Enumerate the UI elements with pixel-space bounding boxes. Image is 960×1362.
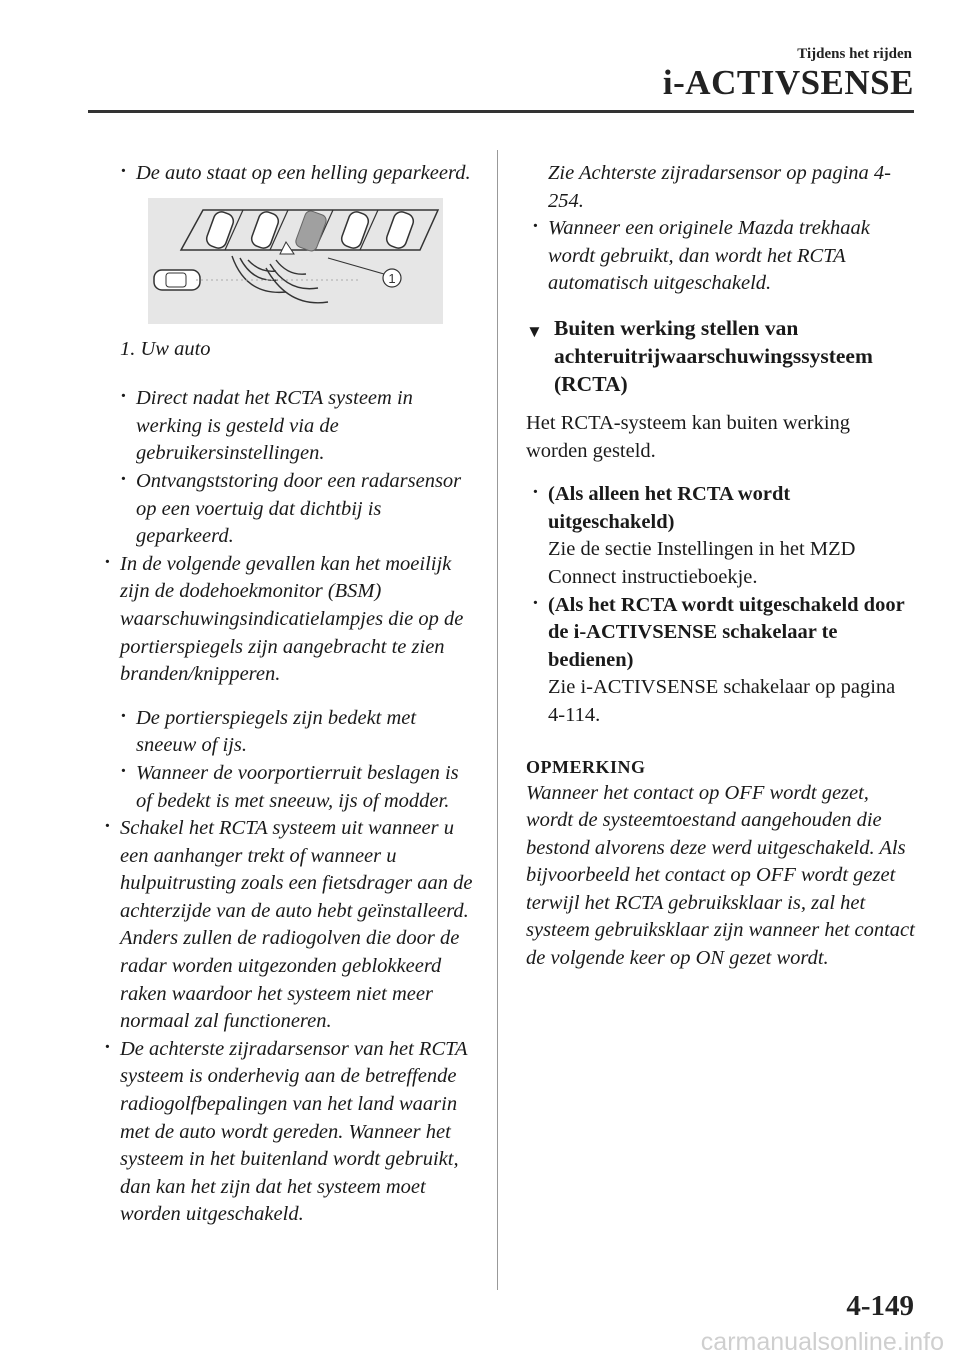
bullet-mazda-towbar: · Wanneer een originele Mazda trekhaak wordt gebruikt, dan wordt het RCTA automatisch uitgeschakeld. bbox=[526, 215, 916, 298]
note-title: OPMERKING bbox=[526, 756, 646, 777]
header-rule bbox=[88, 110, 914, 113]
item-switch-text: Zie i-ACTIVSENSE schakelaar op pagina 4-114. bbox=[548, 676, 896, 726]
right-column bbox=[526, 160, 916, 973]
page-number: 4-149 bbox=[846, 1290, 914, 1322]
section-intro: Het RCTA-systeem kan buiten werking worden gesteld. bbox=[526, 411, 851, 462]
own-car bbox=[154, 270, 200, 290]
bullet-bsm-visibility: · In de volgende gevallen kan het moeilijk zijn de dodehoekmonitor (BSM) waarschuwingsindicatielampjes die op de portierspiegels zijn aangebracht te zien branden/knipperen. bbox=[98, 551, 478, 689]
watermark: carmanualsonline.info bbox=[700, 1328, 944, 1356]
bullet-mirrors-covered: · De portierspiegels zijn bedekt met sneeuw of ijs. bbox=[114, 705, 478, 760]
item-switch-title: · (Als het RCTA wordt uitgeschakeld door de i-ACTIVSENSE schakelaar te bedienen) bbox=[548, 593, 905, 671]
item-only-rcta-text: Zie de sectie Instellingen in het MZD Connect instructieboekje. bbox=[548, 538, 856, 588]
parking-illustration bbox=[148, 198, 443, 324]
item-only-rcta bbox=[526, 481, 916, 591]
note-text: Wanneer het contact op OFF wordt gezet, wordt de systeemtoestand aangehouden die bestond alvorens deze werd uitgeschakeld. Als bijvoorbeeld het contact op OFF wordt gezet terwijl het RCTA gebruiksklaar is, zal het systeem gebruiksklaar zijn wanneer het contact de volgende keer op ON gezet wordt. bbox=[526, 781, 915, 970]
running-header-title: i-ACTIVSENSE bbox=[662, 63, 914, 102]
figure-caption: 1. Uw auto bbox=[120, 337, 211, 360]
column-divider bbox=[497, 150, 498, 1290]
bullet-trailer-warning: · Schakel het RCTA systeem uit wanneer u een aanhanger trekt of wanneer u hulpuitrusting zoals een fietsdrager aan de achterzijde van de auto hebt geïnstalleerd. Anders zullen de radiogolven die door de radar worden uitgezonden geblokkeerd raken waardoor het systeem niet meer normaal zal functioneren. bbox=[98, 815, 478, 1036]
parking-diagram-svg bbox=[148, 198, 443, 324]
running-header-section: Tijdens het rijden bbox=[797, 46, 912, 62]
continued-text: Zie Achterste zijradarsensor op pagina 4-254. bbox=[548, 162, 891, 212]
left-column bbox=[98, 160, 478, 1229]
callout-marker-label: 1 bbox=[388, 270, 396, 286]
bullet-window-fogged: · Wanneer de voorportierruit beslagen is of bedekt is met sneeuw, ijs of modder. bbox=[114, 760, 478, 815]
item-only-rcta-title: · (Als alleen het RCTA wordt uitgeschakeld) bbox=[548, 483, 791, 533]
bullet-radio-regulations: · De achterste zijradarsensor van het RCTA systeem is onderhevig aan de betreffende radiogolfbepalingen van het land waarin met de auto wordt gereden. Wanneer het systeem in het buitenland wordt gebruikt, dan kan het zijn dat het systeem moet worden uitgeschakeld. bbox=[98, 1036, 478, 1229]
radar-waves bbox=[232, 256, 328, 303]
parked-car-2 bbox=[249, 209, 280, 250]
bullet-after-activation: · Direct nadat het RCTA systeem in werking is gesteld via de gebruikersinstellingen. bbox=[114, 385, 478, 468]
bullet-reception-interference: · Ontvangststoring door een radarsensor op een voertuig dat dichtbij is geparkeerd. bbox=[114, 468, 478, 551]
parked-vehicle-blocking bbox=[294, 209, 328, 252]
parked-car-3 bbox=[339, 209, 370, 250]
section-heading-disable-rcta bbox=[526, 314, 916, 398]
parked-car-1 bbox=[204, 209, 235, 250]
parked-car-4 bbox=[384, 209, 415, 250]
item-switch bbox=[526, 592, 916, 730]
bullet-slope-parking: · De auto staat op een helling geparkeerd. bbox=[114, 160, 478, 188]
triangle-down-icon: ▼ bbox=[526, 321, 543, 341]
section-title: Buiten werking stellen van achteruitrijwaarschuwingssysteem (RCTA) bbox=[554, 315, 873, 396]
